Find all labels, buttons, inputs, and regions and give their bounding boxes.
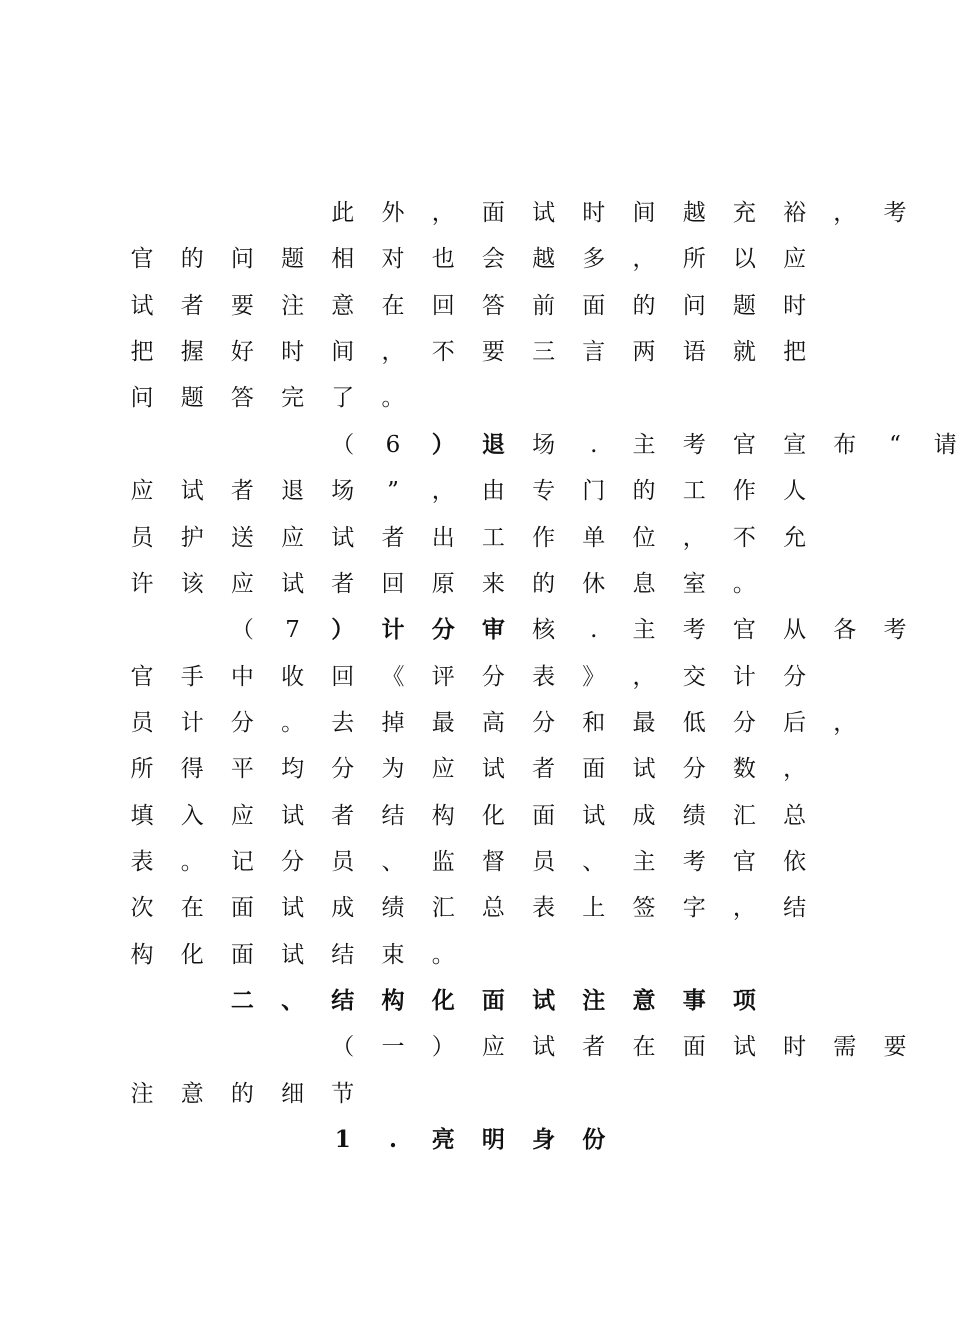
glyph: 均 xyxy=(281,756,305,783)
glyph: 员 xyxy=(130,709,154,736)
glyph: 工 xyxy=(682,478,706,505)
glyph: 分 xyxy=(783,663,807,690)
glyph: 由 xyxy=(481,478,505,505)
glyph: 试 xyxy=(532,1034,556,1061)
glyph: 记 xyxy=(230,848,254,875)
glyph: 员 xyxy=(130,524,154,551)
glyph: 的 xyxy=(632,478,656,505)
glyph: 构 xyxy=(431,802,455,829)
glyph: 细 xyxy=(281,1080,305,1107)
glyph: 题 xyxy=(732,292,756,319)
glyph: 主 xyxy=(632,617,656,644)
glyph: ， xyxy=(682,524,706,551)
glyph: 总 xyxy=(783,802,807,829)
glyph: 《 xyxy=(381,663,405,690)
paragraph-line xyxy=(130,700,857,746)
glyph: 在 xyxy=(632,1034,656,1061)
glyph: 计 xyxy=(381,616,405,644)
glyph: 员 xyxy=(331,848,355,875)
paragraph-line xyxy=(130,793,820,839)
paragraph-line xyxy=(130,375,820,421)
glyph: . xyxy=(590,617,598,644)
glyph: 结 xyxy=(381,802,405,829)
glyph: 分 xyxy=(732,709,756,736)
glyph: 问 xyxy=(682,292,706,319)
glyph: ， xyxy=(732,895,756,922)
glyph: 高 xyxy=(481,709,505,736)
glyph: 不 xyxy=(431,339,455,366)
glyph: 计 xyxy=(180,709,204,736)
glyph: 次 xyxy=(130,895,154,922)
glyph: 分 xyxy=(431,616,455,644)
glyph: 分 xyxy=(281,848,305,875)
glyph: 来 xyxy=(481,570,505,597)
glyph: ， xyxy=(833,200,857,226)
glyph: 息 xyxy=(632,570,656,597)
glyph: 亮 xyxy=(431,1126,455,1153)
glyph: 间 xyxy=(331,339,355,366)
glyph: 评 xyxy=(431,663,455,690)
glyph: 在 xyxy=(381,292,405,319)
glyph: 请 xyxy=(933,431,957,458)
glyph: 的 xyxy=(230,1080,254,1107)
glyph: 最 xyxy=(431,709,455,736)
glyph: 成 xyxy=(632,802,656,829)
glyph: 表 xyxy=(130,848,154,875)
paragraph-line xyxy=(130,236,820,282)
glyph: 问 xyxy=(130,385,154,412)
glyph: 数 xyxy=(732,756,756,783)
glyph: 应 xyxy=(783,246,807,273)
glyph: 两 xyxy=(632,339,656,366)
glyph: 会 xyxy=(481,246,505,273)
glyph: 休 xyxy=(582,570,606,597)
glyph: 面 xyxy=(481,987,505,1014)
glyph: 。 xyxy=(281,709,305,736)
glyph: 试 xyxy=(632,756,656,783)
glyph: 汇 xyxy=(732,802,756,829)
glyph: 试 xyxy=(281,570,305,597)
glyph: 布 xyxy=(833,431,857,458)
glyph: 门 xyxy=(582,478,606,505)
glyph: ， xyxy=(632,246,656,273)
glyph: 考 xyxy=(883,617,907,644)
glyph: 试 xyxy=(281,941,305,968)
glyph: 手 xyxy=(180,663,204,690)
glyph: ， xyxy=(632,663,656,690)
glyph: 问 xyxy=(230,246,254,273)
glyph: 要 xyxy=(481,339,505,366)
paragraph-line xyxy=(130,190,907,236)
paragraph-line xyxy=(130,885,820,931)
glyph: 去 xyxy=(331,709,355,736)
glyph: 外 xyxy=(381,200,405,226)
glyph: 面 xyxy=(230,941,254,968)
glyph: 出 xyxy=(431,524,455,551)
glyph: 上 xyxy=(582,895,606,922)
paragraph-line xyxy=(130,839,820,885)
glyph: 试 xyxy=(732,1034,756,1061)
glyph: 、 xyxy=(281,987,305,1014)
glyph: 为 xyxy=(381,756,405,783)
glyph: 最 xyxy=(632,709,656,736)
paragraph-line xyxy=(130,329,820,375)
glyph: 表 xyxy=(532,895,556,922)
glyph: 题 xyxy=(180,385,204,412)
glyph: 裕 xyxy=(783,200,807,226)
glyph: 官 xyxy=(732,617,756,644)
glyph: 结 xyxy=(331,941,355,968)
glyph: 试 xyxy=(130,292,154,319)
glyph: 者 xyxy=(381,524,405,551)
glyph: 身 xyxy=(532,1126,556,1153)
glyph: 试 xyxy=(582,802,606,829)
glyph: “ xyxy=(889,431,901,458)
glyph: 1 xyxy=(334,1126,351,1153)
glyph: ） xyxy=(331,616,355,644)
glyph: 低 xyxy=(682,709,706,736)
glyph: 项 xyxy=(732,987,756,1014)
glyph: 化 xyxy=(431,987,455,1014)
glyph: 中 xyxy=(230,663,254,690)
glyph: 应 xyxy=(230,802,254,829)
glyph: 事 xyxy=(682,987,706,1014)
glyph: 得 xyxy=(180,756,204,783)
glyph: 时 xyxy=(582,200,606,226)
glyph: 官 xyxy=(732,431,756,458)
glyph: 交 xyxy=(682,663,706,690)
glyph: 份 xyxy=(582,1126,606,1153)
glyph: 答 xyxy=(481,292,505,319)
paragraph-line xyxy=(130,746,820,792)
glyph: 握 xyxy=(180,339,204,366)
glyph: 绩 xyxy=(381,895,405,922)
glyph: 应 xyxy=(481,1034,505,1061)
glyph: 汇 xyxy=(431,895,455,922)
glyph: 退 xyxy=(481,430,505,458)
glyph: 二 xyxy=(230,987,254,1014)
glyph: 好 xyxy=(230,339,254,366)
paragraph-line xyxy=(130,561,820,607)
glyph: 越 xyxy=(532,246,556,273)
glyph: 该 xyxy=(180,570,204,597)
glyph: 试 xyxy=(532,200,556,226)
glyph: 就 xyxy=(732,339,756,366)
glyph: ， xyxy=(431,478,455,505)
glyph: （ xyxy=(331,431,355,458)
glyph: 注 xyxy=(130,1080,154,1107)
glyph: 应 xyxy=(281,524,305,551)
glyph: 后 xyxy=(783,709,807,736)
glyph: 收 xyxy=(281,663,305,690)
glyph: 题 xyxy=(281,246,305,273)
glyph: 相 xyxy=(331,246,355,273)
glyph: 送 xyxy=(230,524,254,551)
glyph: 构 xyxy=(381,987,405,1014)
glyph: 分 xyxy=(230,709,254,736)
chapter-heading xyxy=(130,978,820,1024)
glyph: 允 xyxy=(783,524,807,551)
glyph: 以 xyxy=(732,246,756,273)
glyph: 签 xyxy=(632,895,656,922)
paragraph-line xyxy=(130,468,820,514)
glyph: 者 xyxy=(582,1034,606,1061)
glyph: 语 xyxy=(682,339,706,366)
glyph: 。 xyxy=(180,848,204,875)
glyph: 对 xyxy=(381,246,405,273)
glyph: 所 xyxy=(682,246,706,273)
glyph: 越 xyxy=(682,200,706,226)
glyph: 。 xyxy=(732,570,756,597)
glyph: 平 xyxy=(230,756,254,783)
glyph: 者 xyxy=(331,570,355,597)
glyph: 节 xyxy=(331,1080,355,1107)
glyph: 完 xyxy=(281,385,305,412)
glyph: 考 xyxy=(682,848,706,875)
glyph: 需 xyxy=(833,1034,857,1061)
glyph: ， xyxy=(431,200,455,226)
glyph: （ xyxy=(331,1034,355,1061)
glyph: 面 xyxy=(582,756,606,783)
glyph: 回 xyxy=(381,570,405,597)
glyph: 员 xyxy=(532,848,556,875)
glyph: 分 xyxy=(682,756,706,783)
glyph: 意 xyxy=(331,292,355,319)
glyph: . xyxy=(590,431,598,458)
glyph: 主 xyxy=(632,431,656,458)
glyph: 要 xyxy=(883,1034,907,1061)
glyph: 注 xyxy=(582,987,606,1014)
glyph: 绩 xyxy=(682,802,706,829)
glyph: 审 xyxy=(481,616,505,644)
glyph: 三 xyxy=(532,339,556,366)
glyph: 意 xyxy=(632,987,656,1014)
glyph: 试 xyxy=(180,478,204,505)
glyph: 原 xyxy=(431,570,455,597)
glyph: 时 xyxy=(281,339,305,366)
glyph: 意 xyxy=(180,1080,204,1107)
glyph: . xyxy=(388,1126,397,1153)
glyph: 许 xyxy=(130,570,154,597)
glyph: 专 xyxy=(532,478,556,505)
glyph: 。 xyxy=(381,385,405,412)
glyph: 退 xyxy=(281,478,305,505)
glyph: 字 xyxy=(682,895,706,922)
glyph: ， xyxy=(381,339,405,366)
glyph: 者 xyxy=(532,756,556,783)
glyph: 者 xyxy=(180,292,204,319)
glyph: 和 xyxy=(582,709,606,736)
glyph: 面 xyxy=(682,1034,706,1061)
glyph: 把 xyxy=(783,339,807,366)
glyph: 化 xyxy=(481,802,505,829)
glyph: 场 xyxy=(532,431,556,458)
glyph: 者 xyxy=(331,802,355,829)
glyph: 、 xyxy=(582,848,606,875)
glyph: 室 xyxy=(682,570,706,597)
glyph: 工 xyxy=(481,524,505,551)
paragraph-line xyxy=(130,932,820,978)
glyph: 试 xyxy=(281,802,305,829)
glyph: 考 xyxy=(682,617,706,644)
paragraph-line xyxy=(130,654,820,700)
glyph: 在 xyxy=(180,895,204,922)
glyph: 单 xyxy=(582,524,606,551)
glyph: 分 xyxy=(481,663,505,690)
glyph: 的 xyxy=(632,292,656,319)
glyph: 场 xyxy=(331,478,355,505)
glyph: 也 xyxy=(431,246,455,273)
glyph: 间 xyxy=(632,200,656,226)
glyph: 多 xyxy=(582,246,606,273)
glyph: （ xyxy=(230,617,254,644)
glyph: 不 xyxy=(732,524,756,551)
subsection-heading-line xyxy=(130,1071,820,1117)
section-heading-7-line xyxy=(130,607,907,653)
glyph: 所 xyxy=(130,756,154,783)
glyph: 分 xyxy=(331,756,355,783)
glyph: 监 xyxy=(431,848,455,875)
glyph: 主 xyxy=(632,848,656,875)
glyph: 把 xyxy=(130,339,154,366)
glyph: 官 xyxy=(732,848,756,875)
glyph: 总 xyxy=(481,895,505,922)
glyph: 督 xyxy=(481,848,505,875)
glyph: 官 xyxy=(130,663,154,690)
glyph: 前 xyxy=(532,292,556,319)
glyph: 时 xyxy=(783,292,807,319)
glyph: 应 xyxy=(130,478,154,505)
glyph: 表 xyxy=(532,663,556,690)
glyph: 的 xyxy=(532,570,556,597)
glyph: 护 xyxy=(180,524,204,551)
glyph: 考 xyxy=(883,200,907,226)
glyph: 试 xyxy=(481,756,505,783)
glyph: ， xyxy=(833,709,857,736)
glyph: 面 xyxy=(230,895,254,922)
glyph: 人 xyxy=(783,478,807,505)
glyph: 面 xyxy=(582,292,606,319)
glyph: 回 xyxy=(331,663,355,690)
glyph: 》 xyxy=(582,663,606,690)
glyph: 各 xyxy=(833,617,857,644)
glyph: 回 xyxy=(431,292,455,319)
glyph: 。 xyxy=(431,941,455,968)
glyph: 试 xyxy=(281,895,305,922)
glyph: 试 xyxy=(532,987,556,1014)
glyph: 注 xyxy=(281,292,305,319)
glyph: 入 xyxy=(180,802,204,829)
glyph: 一 xyxy=(381,1034,405,1061)
glyph: 时 xyxy=(783,1034,807,1061)
item-heading xyxy=(130,1117,820,1163)
glyph: 束 xyxy=(381,941,405,968)
glyph: 充 xyxy=(732,200,756,226)
glyph: 的 xyxy=(180,246,204,273)
glyph: 掉 xyxy=(381,709,405,736)
glyph: ） xyxy=(431,1034,455,1061)
glyph: 从 xyxy=(783,617,807,644)
glyph: ， xyxy=(783,756,807,783)
glyph: 分 xyxy=(532,709,556,736)
glyph: 构 xyxy=(130,941,154,968)
glyph: 填 xyxy=(130,802,154,829)
glyph: 、 xyxy=(381,848,405,875)
glyph: 化 xyxy=(180,941,204,968)
subsection-heading-line xyxy=(130,1024,907,1070)
glyph: 官 xyxy=(130,246,154,273)
glyph: 者 xyxy=(230,478,254,505)
glyph: 明 xyxy=(481,1126,505,1153)
glyph: 7 xyxy=(285,617,300,644)
glyph: 6 xyxy=(385,431,401,458)
glyph: 位 xyxy=(632,524,656,551)
glyph: 言 xyxy=(582,339,606,366)
glyph: 要 xyxy=(230,292,254,319)
glyph: 考 xyxy=(682,431,706,458)
glyph: 宣 xyxy=(783,431,807,458)
glyph: 结 xyxy=(783,895,807,922)
section-heading-6-line xyxy=(130,422,957,468)
glyph: 依 xyxy=(783,848,807,875)
paragraph-line xyxy=(130,515,820,561)
glyph: 成 xyxy=(331,895,355,922)
glyph: 答 xyxy=(230,385,254,412)
glyph: 此 xyxy=(331,200,355,226)
paragraph-line xyxy=(130,283,820,329)
glyph: 了 xyxy=(331,385,355,412)
glyph: 应 xyxy=(431,756,455,783)
glyph: 应 xyxy=(230,570,254,597)
glyph: 作 xyxy=(732,478,756,505)
glyph: 计 xyxy=(732,663,756,690)
glyph: 面 xyxy=(532,802,556,829)
glyph: ” xyxy=(387,478,399,505)
glyph: 核 xyxy=(532,617,556,644)
glyph: ） xyxy=(431,430,455,458)
glyph: 面 xyxy=(481,200,505,226)
glyph: 结 xyxy=(331,987,355,1014)
glyph: 试 xyxy=(331,524,355,551)
glyph: 作 xyxy=(532,524,556,551)
